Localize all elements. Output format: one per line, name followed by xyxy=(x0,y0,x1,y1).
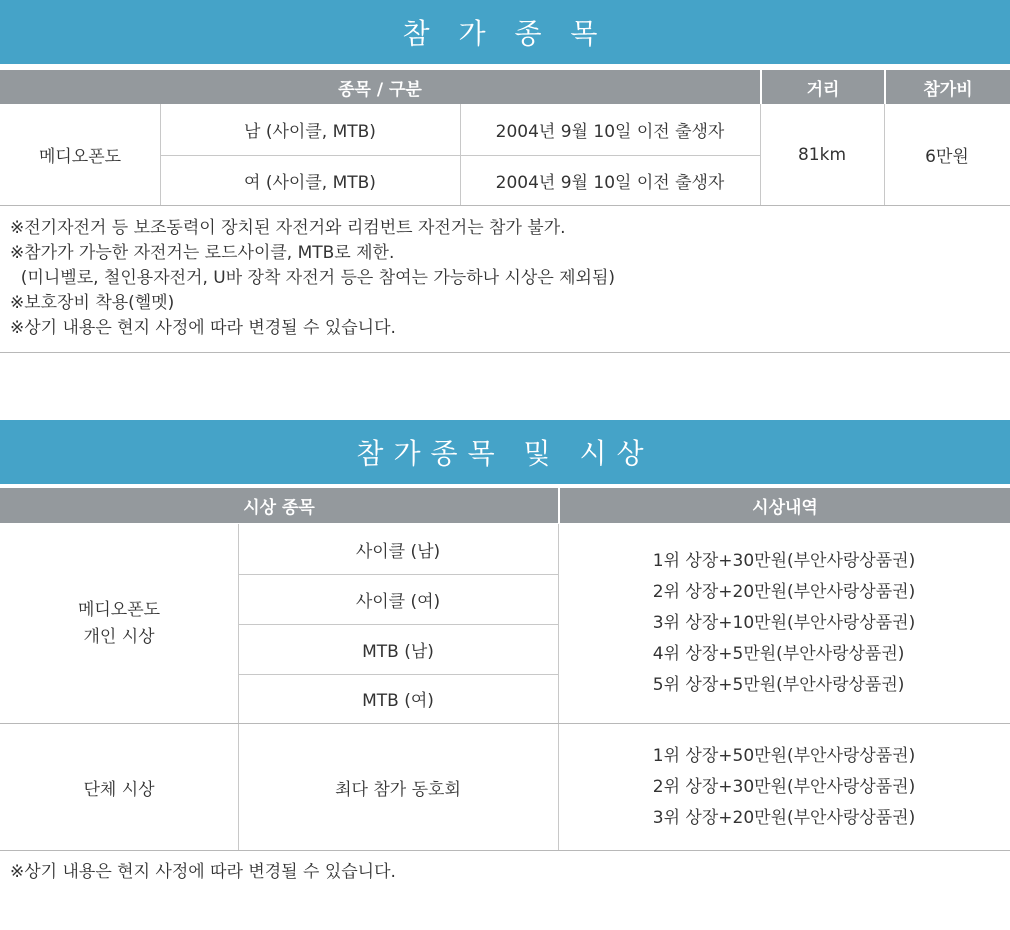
note-line: ※전기자전거 등 보조동력이 장치된 자전거와 리컴번트 자전거는 참가 불가. xyxy=(10,218,566,238)
header-category-label: 종목 / 구분 xyxy=(338,79,422,100)
individual-award-label-cell xyxy=(0,524,238,723)
entry-categories-title: 참 가 종 목 xyxy=(402,17,608,50)
award-division-label: 사이클 (남) xyxy=(355,541,441,562)
header-distance xyxy=(762,70,884,104)
prize-line: 2위 상장+20만원(부안사랑상품권) xyxy=(652,582,916,602)
header-distance-label: 거리 xyxy=(806,79,840,100)
prize-line: 4위 상장+5만원(부안사랑상품권) xyxy=(652,644,905,664)
award-division-label: 사이클 (여) xyxy=(355,591,441,612)
note-line: (미니벨로, 철인용자전거, U바 장착 자전거 등은 참여는 가능하나 시상은 제외됨) xyxy=(10,268,616,288)
note-line: ※참가가 가능한 자전거는 로드사이클, MTB로 제한. xyxy=(10,243,395,263)
individual-prizes-cell xyxy=(558,524,1010,723)
group-award-label: 단체 시상 xyxy=(83,779,155,800)
header-category xyxy=(0,70,760,104)
prize-line: 3위 상장+20만원(부안사랑상품권) xyxy=(652,807,916,828)
grid-line xyxy=(160,155,760,156)
award-division-cell xyxy=(238,574,558,624)
awards-banner xyxy=(0,420,1010,484)
header-award-details xyxy=(560,488,1010,523)
event-name-cell xyxy=(0,104,160,205)
division-label: 남 (사이클, MTB) xyxy=(244,122,376,142)
award-division-cell xyxy=(238,674,558,723)
distance-cell xyxy=(760,104,884,205)
header-fee-label: 참가비 xyxy=(923,79,973,100)
grid-line xyxy=(238,524,239,850)
individual-prize-list xyxy=(653,546,915,701)
grid-line xyxy=(760,104,761,205)
distance-value: 81km xyxy=(797,144,847,165)
note-line: ※상기 내용은 현지 사정에 따라 변경될 수 있습니다. xyxy=(10,862,396,882)
event-name: 메디오폰도 xyxy=(38,147,122,167)
header-award-category-label: 시상 종목 xyxy=(243,498,315,518)
grid-line xyxy=(0,205,1010,206)
grid-line xyxy=(0,723,1010,724)
prize-line: 2위 상장+30만원(부안사랑상품권) xyxy=(652,776,916,797)
division-label: 여 (사이클, MTB) xyxy=(244,172,376,193)
group-prizes-cell xyxy=(558,724,1010,850)
fee-value: 6만원 xyxy=(925,147,969,167)
group-prize-list xyxy=(653,741,915,834)
individual-award-label: 개인 시상 xyxy=(83,626,155,647)
eligibility-cell xyxy=(460,155,760,205)
award-division-cell xyxy=(238,624,558,674)
prize-line: 1위 상장+30만원(부안사랑상품권) xyxy=(652,551,916,571)
prize-line: 1위 상장+50만원(부안사랑상품권) xyxy=(652,745,916,766)
entry-categories-banner xyxy=(0,0,1010,64)
header-award-category xyxy=(0,488,558,523)
grid-line xyxy=(0,850,1010,851)
grid-line xyxy=(238,674,558,675)
awards-note xyxy=(10,860,396,885)
entry-notes xyxy=(10,216,615,341)
division-cell xyxy=(160,155,460,205)
prize-line: 5위 상장+5만원(부안사랑상품권) xyxy=(652,675,905,695)
prize-line: 3위 상장+10만원(부안사랑상품권) xyxy=(652,613,916,633)
division-cell xyxy=(160,104,460,155)
header-fee xyxy=(886,70,1010,104)
grid-line xyxy=(238,574,558,575)
group-division-label: 최다 참가 동호회 xyxy=(335,779,461,800)
grid-line xyxy=(558,524,559,850)
group-division-cell xyxy=(238,724,558,850)
fee-cell xyxy=(884,104,1010,205)
eligibility-label: 2004년 9월 10일 이전 출생자 xyxy=(495,122,725,142)
individual-award-label: 메디오폰도 xyxy=(77,599,161,620)
eligibility-label: 2004년 9월 10일 이전 출생자 xyxy=(495,172,725,193)
section-divider xyxy=(0,352,1010,353)
grid-line xyxy=(884,104,885,205)
header-award-details-label: 시상내역 xyxy=(752,498,818,518)
group-award-label-cell xyxy=(0,724,238,850)
award-division-cell xyxy=(238,524,558,574)
eligibility-cell xyxy=(460,104,760,155)
note-line: ※상기 내용은 현지 사정에 따라 변경될 수 있습니다. xyxy=(10,318,396,338)
note-line: ※보호장비 착용(헬멧) xyxy=(10,293,175,313)
awards-title: 참가종목 및 시상 xyxy=(356,437,654,470)
grid-line xyxy=(238,624,558,625)
award-division-label: MTB (남) xyxy=(362,641,434,662)
award-division-label: MTB (여) xyxy=(362,691,434,711)
